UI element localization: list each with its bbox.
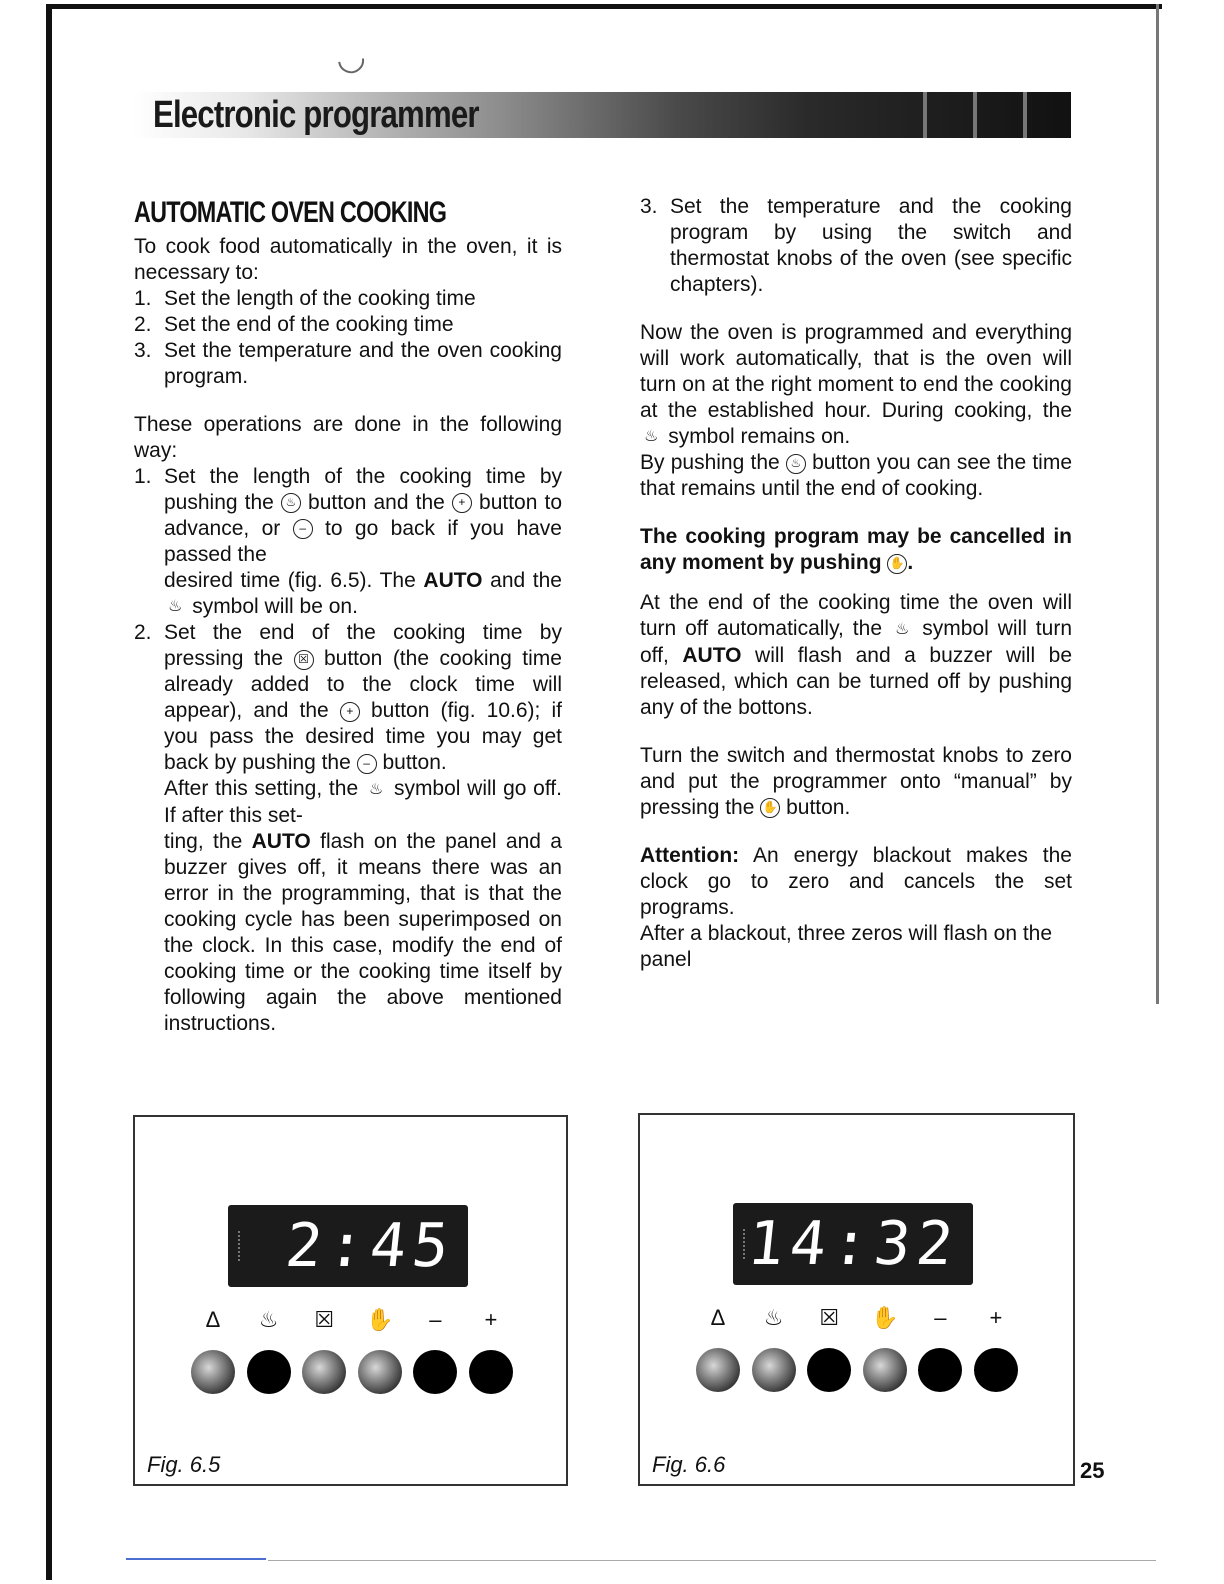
list-item: 3. Set the temperature and the oven cooking program. <box>134 339 562 388</box>
cook-time-symbol-icon: ♨ <box>894 620 910 638</box>
page-number: 25 <box>1080 1458 1105 1483</box>
timer-button[interactable] <box>191 1350 235 1394</box>
left-column <box>134 196 562 1037</box>
end-time-icon: ☒ <box>314 1307 335 1332</box>
cook-time-button[interactable] <box>247 1350 291 1394</box>
manual-symbol-icon: ✋ <box>760 798 780 818</box>
cancel-note: The cooking program may be cancelled in any moment by pushing ✋ . <box>640 525 1072 575</box>
list-item: 1. Set the length of the cooking time <box>134 287 476 310</box>
right-column <box>640 194 1072 973</box>
list-item: 2. Set the end of the cooking time <box>134 313 454 336</box>
plus-icon: + <box>989 1305 1003 1330</box>
banner-stripe <box>923 92 927 138</box>
minus-symbol-icon: – <box>293 519 313 539</box>
manual-icon: ✋ <box>366 1307 394 1332</box>
banner-title: Electronic programmer <box>153 94 479 136</box>
button-row <box>187 1350 517 1394</box>
plus-symbol-icon: + <box>452 493 472 513</box>
bell-icon: Δ <box>710 1305 726 1330</box>
section-banner <box>133 92 1071 138</box>
scan-smudge: ◡ <box>333 37 369 79</box>
end-time-button[interactable] <box>302 1350 346 1394</box>
cook-time-symbol-icon: ♨ <box>368 780 384 798</box>
section-heading: AUTOMATIC OVEN COOKING <box>134 196 447 229</box>
page-border-left <box>46 4 52 1580</box>
bell-icon: Δ <box>205 1307 221 1332</box>
banner-stripe <box>1023 92 1027 138</box>
plus-button[interactable] <box>469 1350 513 1394</box>
minus-symbol-icon: – <box>357 754 377 774</box>
programmer-display <box>733 1203 973 1285</box>
figure-caption: Fig. 6.6 <box>652 1452 726 1477</box>
figure-caption: Fig. 6.5 <box>147 1452 221 1477</box>
button-symbols <box>187 1307 517 1333</box>
cook-time-icon: ♨ <box>258 1307 279 1332</box>
paragraph: Turn the switch and thermostat knobs to zero and put the programmer onto “manual” by pressing the ✋ button. <box>640 743 1072 819</box>
manual-button[interactable] <box>863 1348 907 1392</box>
end-time-button[interactable] <box>807 1348 851 1392</box>
paragraph: By pushing the ♨ button you can see the time that remains until the end of cooking. <box>640 451 1072 501</box>
step-3: 3. Set the temperature and the cooking program by using the switch and thermostat knobs of the oven (see specific chapters). <box>640 195 1072 296</box>
cook-time-symbol-icon: ♨ <box>644 428 659 446</box>
cook-time-button[interactable] <box>752 1348 796 1392</box>
programmer-display <box>228 1205 468 1287</box>
figure-6-5 <box>133 1115 568 1486</box>
plus-button[interactable] <box>974 1348 1018 1392</box>
operations-intro: These operations are done in the following way: <box>134 413 562 462</box>
display-digits: 2:45 <box>281 1211 458 1281</box>
cook-time-icon: ♨ <box>763 1305 784 1330</box>
footer-rule <box>268 1560 1156 1561</box>
end-time-symbol-icon: ☒ <box>294 650 314 670</box>
timer-button[interactable] <box>696 1348 740 1392</box>
plus-symbol-icon: + <box>340 702 360 722</box>
cook-time-symbol-icon: ♨ <box>168 598 183 616</box>
minus-icon: – <box>934 1305 947 1330</box>
plus-icon: + <box>484 1307 498 1332</box>
paragraph: At the end of the cooking time the oven will turn off automatically, the ♨ symbol will turn off, AUTO will flash and a buzzer will be released, which can be turned off by pushing any of the bottons. <box>640 591 1073 719</box>
step-2: 2. Set the end of the cooking time by pressing the ☒ button (the cooking time already added to the clock time will appear), and the + button (fig. 10.6); if you pass the desired time you may get back by pushing the – button. After this setting, the ♨ symbol will go off. If after this set- ting, the AUTO flash on the panel and a buzzer gives off, it means there was an error in the programming, that is that the cooking cycle has been superimposed on the clock. In this case, modify the end of cooking time or the cooking time itself by following again the above mentioned instructions. <box>134 621 562 1035</box>
intro-text: To cook food automatically in the oven, it is necessary to: <box>134 235 562 284</box>
page-border-right <box>1156 4 1159 1004</box>
manual-icon: ✋ <box>871 1305 899 1330</box>
paragraph: Now the oven is programmed and everything will work automatically, that is the oven will turn on at the right moment to end the cooking at the established hour. During cooking, the ♨ symbol remains on. <box>640 320 1072 450</box>
cook-time-symbol-icon: ♨ <box>786 454 806 474</box>
cook-time-symbol-icon: ♨ <box>281 493 301 513</box>
manual-symbol-icon: ✋ <box>887 554 907 574</box>
banner-stripe <box>973 92 977 138</box>
end-time-icon: ☒ <box>819 1305 840 1330</box>
button-symbols <box>692 1305 1022 1331</box>
manual-button[interactable] <box>358 1350 402 1394</box>
after-blackout-note: After a blackout, three zeros will flash on the panel <box>640 921 1053 971</box>
page-border-top <box>46 4 1162 9</box>
footer-line <box>126 1558 266 1560</box>
figure-6-6 <box>638 1113 1075 1486</box>
minus-button[interactable] <box>413 1350 457 1394</box>
minus-icon: – <box>429 1307 442 1332</box>
attention-note: Attention: An energy blackout makes the clock go to zero and cancels the set programs. <box>640 843 1072 919</box>
minus-button[interactable] <box>918 1348 962 1392</box>
display-digits: 14:32 <box>744 1209 963 1279</box>
step-1: 1. Set the length of the cooking time by pushing the ♨ button and the + button to advance, or – to go back if you have passed the desired time (fig. 6.5). The AUTO and the ♨ symbol will be on. <box>134 464 562 620</box>
button-row <box>692 1348 1022 1392</box>
